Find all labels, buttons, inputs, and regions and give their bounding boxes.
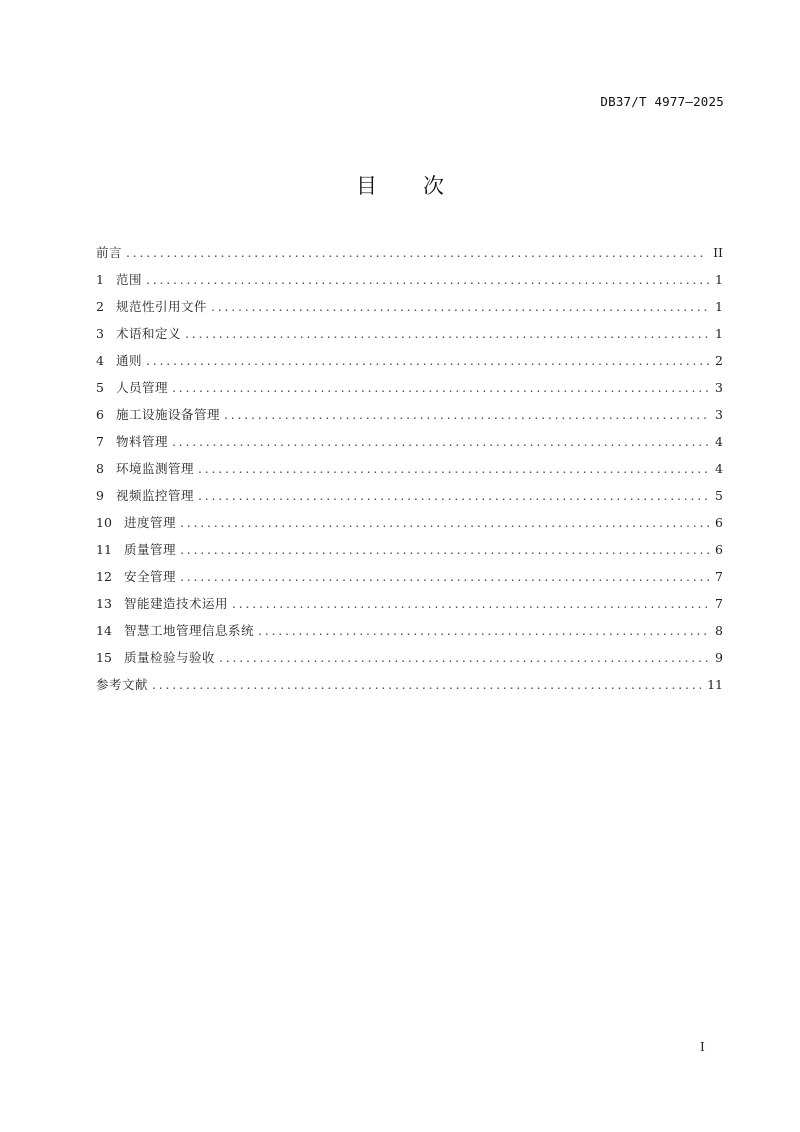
toc-entry-6[interactable] [96, 405, 723, 432]
title-char-1: 目 [356, 174, 377, 198]
toc-number: 10 [96, 515, 112, 530]
toc-page-number: 7 [715, 596, 723, 611]
toc-entry-15[interactable] [96, 648, 723, 675]
toc-label: 安全管理 [124, 569, 177, 584]
toc-label: 质量检验与验收 [124, 650, 216, 665]
dot-leader [232, 594, 709, 614]
dot-leader [172, 378, 709, 398]
toc-number: 15 [96, 650, 112, 665]
toc-entry-8[interactable] [96, 459, 723, 486]
toc-number: 1 [96, 272, 104, 287]
toc-label: 质量管理 [124, 542, 177, 557]
toc-label: 术语和定义 [116, 326, 182, 341]
toc-label: 人员管理 [116, 380, 169, 395]
toc-entry-references[interactable] [96, 675, 723, 702]
toc-page-number: 1 [715, 326, 723, 341]
page-title [0, 170, 800, 200]
page-number: I [700, 1040, 705, 1054]
toc-number: 8 [96, 461, 104, 476]
toc-label: 通则 [116, 353, 143, 368]
dot-leader [146, 270, 709, 290]
title-char-2: 次 [423, 174, 444, 198]
dot-leader [198, 459, 709, 479]
toc-entry-foreword[interactable] [96, 243, 723, 270]
toc-label: 物料管理 [116, 434, 169, 449]
dot-leader [185, 324, 709, 344]
toc-entry-12[interactable] [96, 567, 723, 594]
toc-number: 3 [96, 326, 104, 341]
dot-leader [146, 351, 709, 371]
toc-entry-9[interactable] [96, 486, 723, 513]
toc-page-number: 8 [715, 623, 723, 638]
dot-leader [180, 540, 709, 560]
dot-leader [258, 621, 709, 641]
standard-code: DB37/T 4977—2025 [600, 94, 724, 109]
toc-number: 11 [96, 542, 112, 557]
toc-entry-10[interactable] [96, 513, 723, 540]
toc-page-number: 6 [715, 515, 723, 530]
toc-entry-4[interactable] [96, 351, 723, 378]
toc-number: 2 [96, 299, 104, 314]
toc-label: 智慧工地管理信息系统 [124, 623, 255, 638]
toc-entry-2[interactable] [96, 297, 723, 324]
toc-page-number: 3 [715, 380, 723, 395]
toc-entry-7[interactable] [96, 432, 723, 459]
toc-page-number: 6 [715, 542, 723, 557]
toc-label: 规范性引用文件 [116, 299, 208, 314]
toc-page-number: 5 [715, 488, 723, 503]
toc-page-number: 2 [715, 353, 723, 368]
toc-label: 环境监测管理 [116, 461, 195, 476]
toc-page-number: II [713, 245, 723, 260]
toc-number: 13 [96, 596, 112, 611]
table-of-contents [96, 243, 723, 702]
dot-leader [180, 513, 709, 533]
toc-number: 6 [96, 407, 104, 422]
toc-label: 进度管理 [124, 515, 177, 530]
dot-leader [224, 405, 709, 425]
dot-leader [180, 567, 709, 587]
toc-entry-3[interactable] [96, 324, 723, 351]
toc-entry-1[interactable] [96, 270, 723, 297]
toc-page-number: 4 [715, 434, 723, 449]
toc-label: 范围 [116, 272, 143, 287]
toc-entry-5[interactable] [96, 378, 723, 405]
dot-leader [198, 486, 709, 506]
toc-label: 施工设施设备管理 [116, 407, 221, 422]
dot-leader [219, 648, 709, 668]
dot-leader [152, 675, 701, 695]
toc-page-number: 1 [715, 299, 723, 314]
toc-label: 参考文献 [96, 677, 149, 692]
dot-leader [126, 243, 707, 263]
toc-label: 视频监控管理 [116, 488, 195, 503]
toc-page-number: 3 [715, 407, 723, 422]
toc-page-number: 4 [715, 461, 723, 476]
toc-label: 前言 [96, 245, 123, 260]
dot-leader [172, 432, 709, 452]
toc-page-number: 9 [715, 650, 723, 665]
toc-number: 5 [96, 380, 104, 395]
toc-label: 智能建造技术运用 [124, 596, 229, 611]
toc-number: 14 [96, 623, 112, 638]
toc-page-number: 7 [715, 569, 723, 584]
toc-number: 7 [96, 434, 104, 449]
toc-entry-13[interactable] [96, 594, 723, 621]
toc-number: 12 [96, 569, 112, 584]
dot-leader [211, 297, 709, 317]
toc-page-number: 1 [715, 272, 723, 287]
toc-number: 9 [96, 488, 104, 503]
toc-page-number: 11 [707, 677, 723, 692]
toc-entry-14[interactable] [96, 621, 723, 648]
toc-number: 4 [96, 353, 104, 368]
toc-entry-11[interactable] [96, 540, 723, 567]
